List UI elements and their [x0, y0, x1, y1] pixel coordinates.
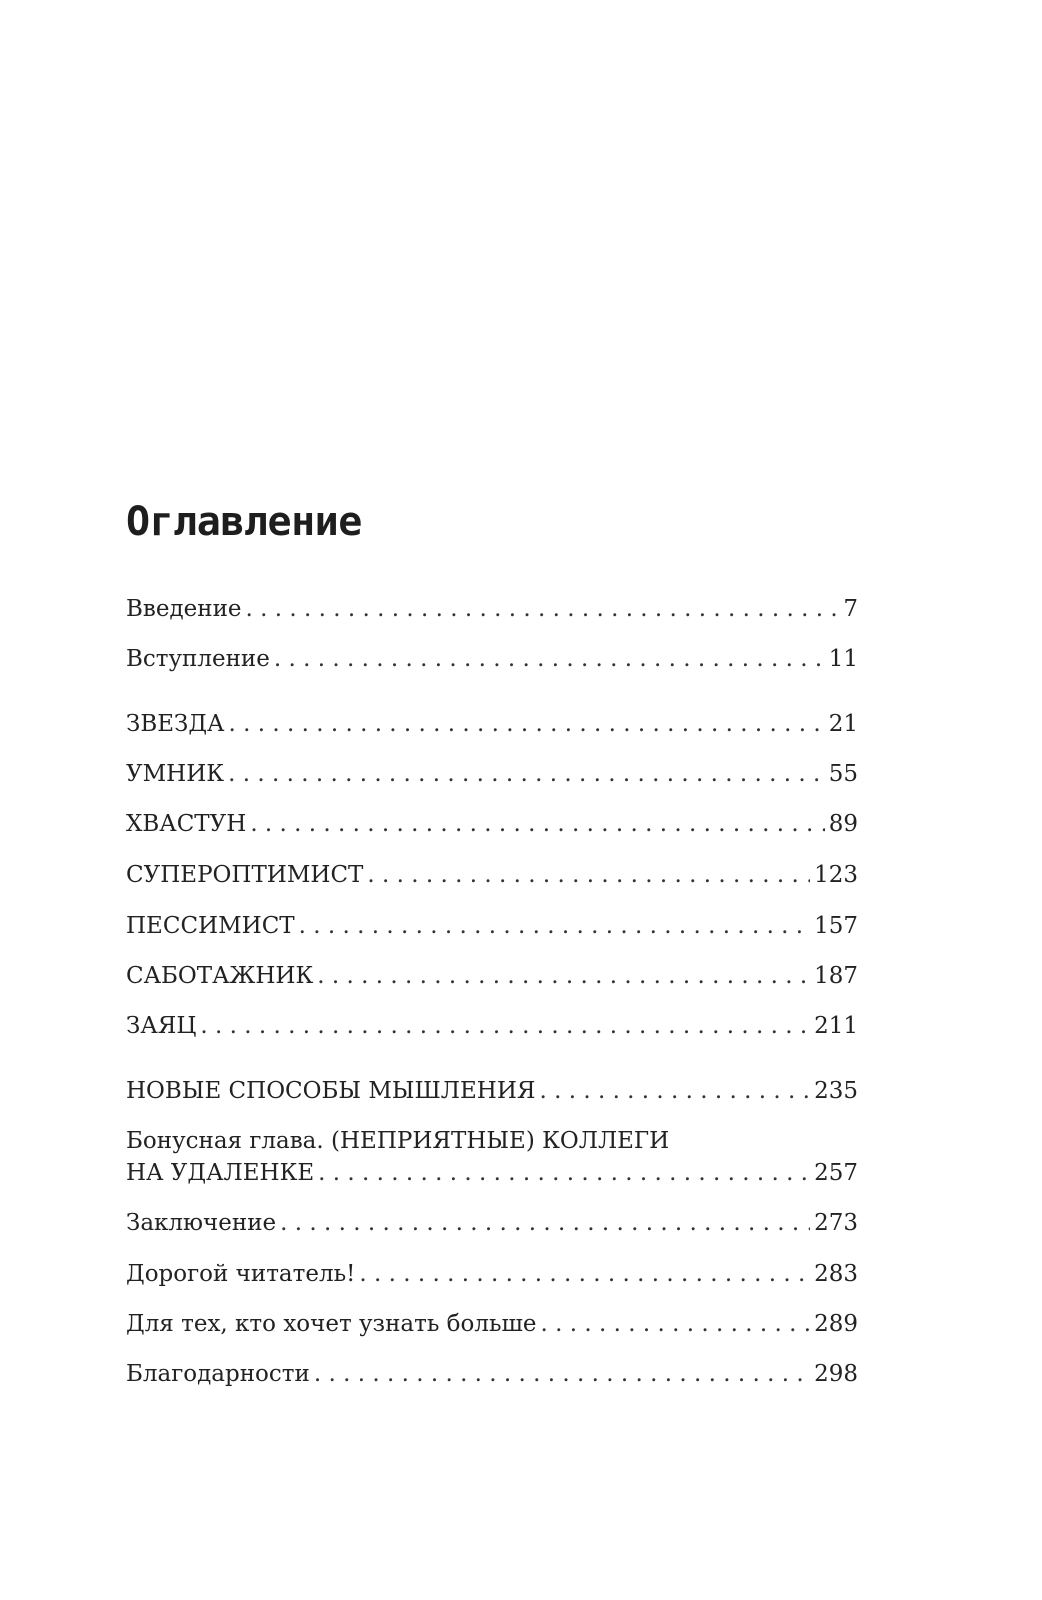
- toc-entry-label: Вступление: [126, 646, 270, 672]
- toc-entry-page: 289: [814, 1311, 858, 1337]
- dot-leader: [539, 1075, 810, 1107]
- toc-entry[interactable]: [126, 1258, 858, 1290]
- dot-leader: [246, 593, 840, 625]
- toc-entry-page: 7: [843, 596, 858, 622]
- toc-entry-label: САБОТАЖНИК: [126, 963, 314, 989]
- toc-entry-label: Введение: [126, 596, 242, 622]
- dot-leader: [274, 643, 825, 675]
- toc-entry[interactable]: [126, 910, 858, 942]
- toc-entry[interactable]: [126, 1125, 858, 1189]
- toc-entry-page: 89: [828, 811, 858, 837]
- toc-entry-page: 257: [814, 1160, 858, 1186]
- table-of-contents: [126, 0, 858, 1600]
- toc-entry-label: СУПЕРОПТИМИСТ: [126, 862, 364, 888]
- toc-entry-page: 283: [814, 1261, 858, 1287]
- toc-entry[interactable]: [126, 708, 858, 740]
- toc-entry-page: 21: [828, 711, 858, 737]
- toc-entry[interactable]: [126, 1358, 858, 1390]
- toc-title: Оглавление: [126, 499, 362, 545]
- toc-entry-page: 273: [814, 1210, 858, 1236]
- toc-entry[interactable]: [126, 1010, 858, 1042]
- dot-leader: [299, 910, 810, 942]
- dot-leader: [280, 1207, 810, 1239]
- dot-leader: [228, 758, 825, 790]
- dot-leader: [541, 1308, 811, 1340]
- dot-leader: [200, 1010, 810, 1042]
- dot-leader: [318, 1157, 810, 1189]
- toc-entry-page: 211: [814, 1013, 858, 1039]
- toc-entry-label: Благодарности: [126, 1361, 310, 1387]
- dot-leader: [314, 1358, 810, 1390]
- toc-entry[interactable]: [126, 859, 858, 891]
- dot-leader: [359, 1258, 810, 1290]
- toc-entry[interactable]: [126, 1308, 858, 1340]
- toc-entry[interactable]: [126, 1075, 858, 1107]
- toc-entry-label: Заключение: [126, 1210, 277, 1236]
- toc-entry-page: 11: [828, 646, 858, 672]
- toc-entry-page: 187: [814, 963, 858, 989]
- toc-entry-page: 235: [814, 1078, 858, 1104]
- dot-leader: [317, 960, 810, 992]
- toc-entry-label: НОВЫЕ СПОСОБЫ МЫШЛЕНИЯ: [126, 1078, 536, 1104]
- toc-entry-label: ПЕССИМИСТ: [126, 913, 295, 939]
- dot-leader: [367, 859, 810, 891]
- toc-entry-label: УМНИК: [126, 761, 225, 787]
- toc-entry-label: Для тех, кто хочет узнать больше: [126, 1311, 537, 1337]
- toc-entry-label: ЗВЕЗДА: [126, 711, 225, 737]
- toc-entry-page: 55: [828, 761, 858, 787]
- toc-entry-page: 157: [814, 913, 858, 939]
- dot-leader: [228, 708, 824, 740]
- toc-entry-page: 123: [814, 862, 858, 888]
- toc-entry-page: 298: [814, 1361, 858, 1387]
- toc-entry[interactable]: [126, 643, 858, 675]
- toc-entry-label-continued: НА УДАЛЕНКЕ: [126, 1160, 315, 1186]
- toc-entry-label: ХВАСТУН: [126, 811, 247, 837]
- toc-entry-label: Дорогой читатель!: [126, 1261, 356, 1287]
- toc-entry[interactable]: [126, 808, 858, 840]
- dot-leader: [250, 808, 824, 840]
- toc-entry[interactable]: [126, 758, 858, 790]
- toc-entry[interactable]: [126, 1207, 858, 1239]
- toc-entry-label: ЗАЯЦ: [126, 1013, 197, 1039]
- toc-entry-label: Бонусная глава. (НЕПРИЯТНЫЕ) КОЛЛЕГИ: [126, 1128, 670, 1154]
- toc-entry[interactable]: [126, 960, 858, 992]
- toc-entry[interactable]: [126, 593, 858, 625]
